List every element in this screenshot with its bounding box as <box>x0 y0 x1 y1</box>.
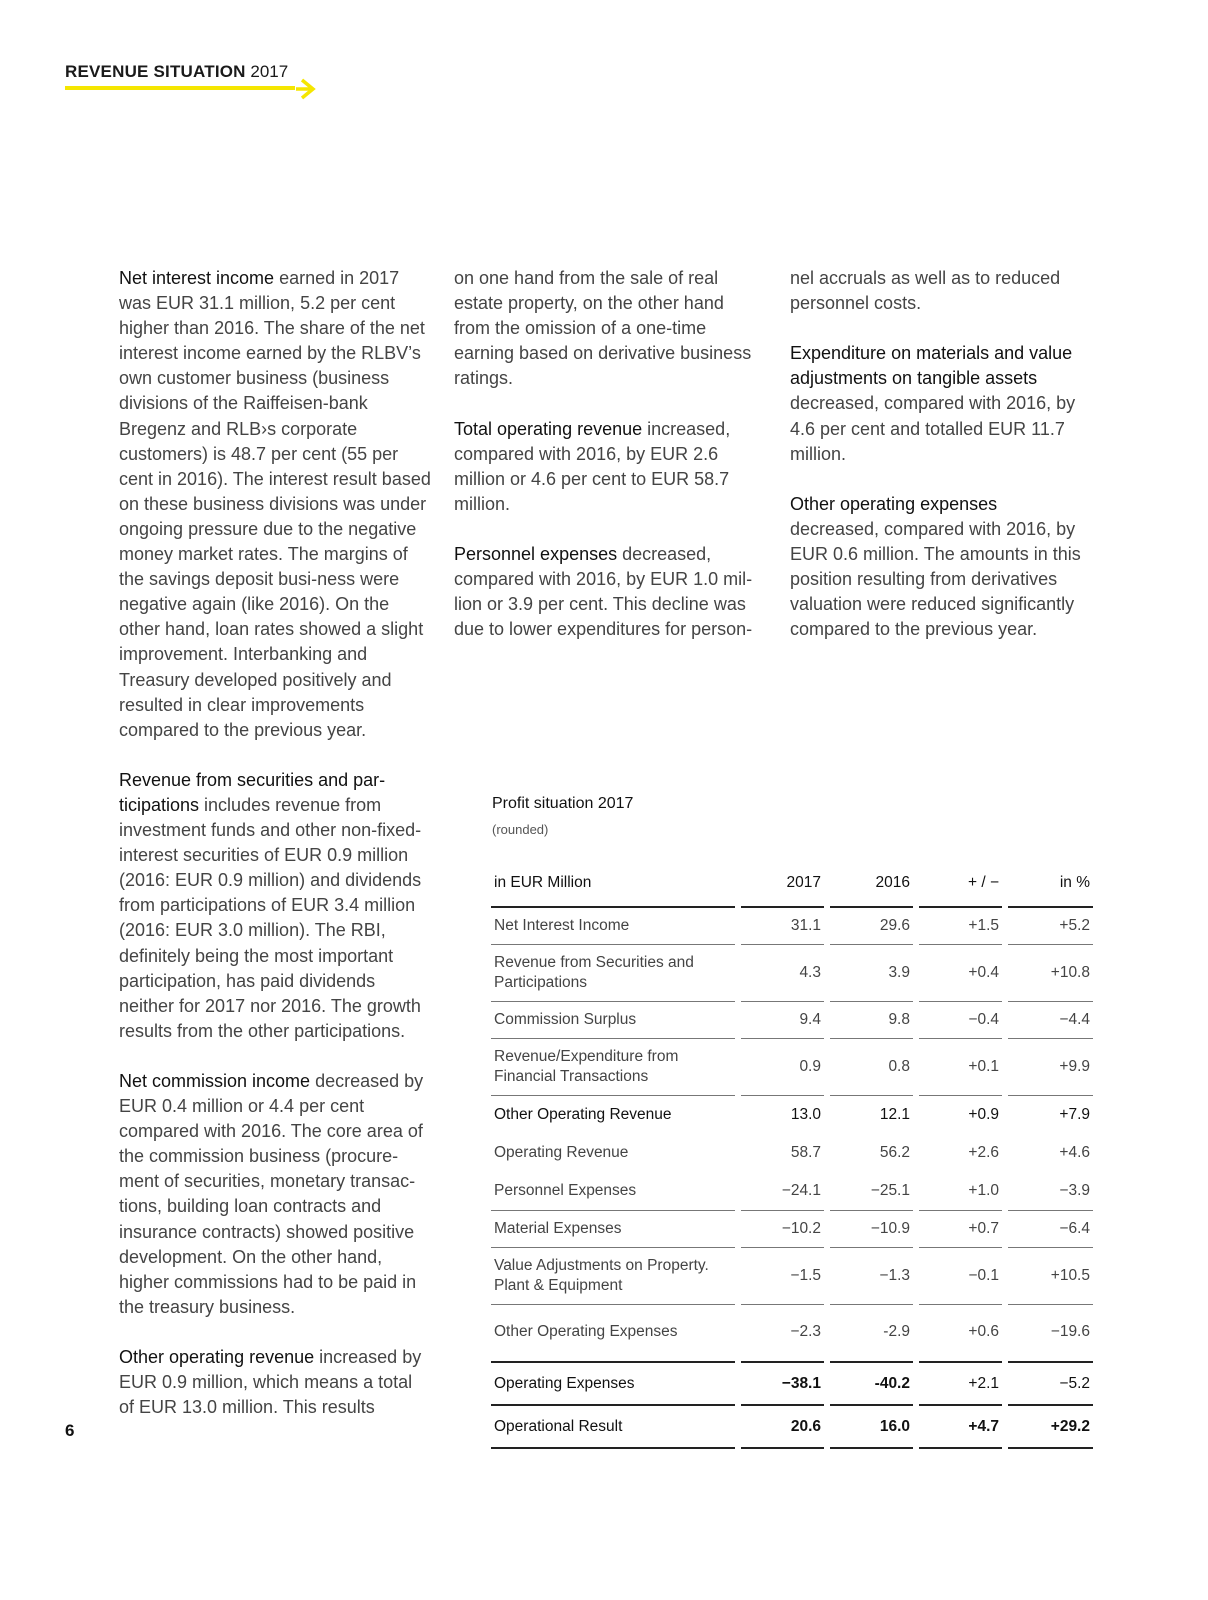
paragraph: Other operating expenses decreased, compared with 2016, by EUR 0.6 million. The amounts in this position resulting from derivatives valuation were reduced significantly compared to the previous year. <box>790 492 1095 643</box>
text-column-3 <box>790 266 1095 668</box>
lead-term: Net commission income <box>119 1071 311 1091</box>
table-row <box>491 1039 1093 1096</box>
page-number: 6 <box>65 1421 75 1440</box>
column-header: in EUR Million <box>491 860 735 908</box>
paragraph: Net commission income decreased by EUR 0.4 million or 4.4 per cent compared with 2016. The core area of the commission business (procure-ment of securities, monetary transac-tions, building loan contracts and insurance contracts) showed positive development. On the other hand, higher commissions had to be paid in the treasury business. <box>119 1071 424 1317</box>
table-cell: −0.4 <box>919 1002 1002 1039</box>
table-cell: −24.1 <box>741 1172 824 1211</box>
table-cell: 58.7 <box>790 1144 821 1161</box>
table-cell: 9.8 <box>830 1002 913 1039</box>
table-cell: 4.3 <box>741 945 824 1002</box>
table-cell: 0.8 <box>830 1039 913 1096</box>
table-cell: +0.4 <box>919 945 1002 1002</box>
table-cell: −38.1 <box>741 1363 824 1406</box>
table-cell: +10.8 <box>1008 945 1093 1002</box>
row-label: Net Interest Income <box>491 908 735 945</box>
table-cell: 3.9 <box>830 945 913 1002</box>
table-subtitle: (rounded) <box>492 822 549 837</box>
table-cell: +2.1 <box>919 1363 1002 1406</box>
table-cell: 56.2 <box>879 1144 910 1161</box>
row-label: Other Operating Revenue <box>494 1106 672 1123</box>
row-label: Commission Surplus <box>491 1002 735 1039</box>
row-label: Material Expenses <box>491 1211 735 1248</box>
table-cell: −0.1 <box>919 1248 1002 1305</box>
row-label: Revenue/Expenditure from Financial Transactions <box>491 1039 735 1096</box>
paragraph: Net interest income earned in 2017 was EUR 31.1 million, 5.2 per cent higher than 2016. The share of the net interest income earned by the RLBV’s own customer business (business divisions of the Raiffeisen-bank Bregenz and RLB›s corporate customers) is 48.7 per cent (55 per cent in 2016). The interest result based on these business divisions was under ongoing pressure due to the negative money market rates. The margins of the savings deposit busi-ness were negative again (like 2016). On the other hand, loan rates showed a slight improvement. Interbanking and Treasury developed positively and resulted in clear improvements compared to the previous year. <box>119 268 431 740</box>
table-cell: −1.5 <box>741 1248 824 1305</box>
table-cell: −3.9 <box>1008 1172 1093 1211</box>
lead-term: Other operating revenue <box>119 1347 315 1368</box>
table-row <box>491 1305 1093 1363</box>
table-cell: −6.4 <box>1008 1211 1093 1248</box>
paragraph: on one hand from the sale of real estate property, on the other hand from the omission of a one-time earning based on derivative business ratings. <box>454 268 752 389</box>
column-header: in % <box>1008 860 1093 908</box>
paragraph: Other operating revenue increased by EUR 0.9 million, which means a total of EUR 13.0 million. This results <box>119 1347 422 1418</box>
table-cell: +9.9 <box>1008 1039 1093 1096</box>
table-title: Profit situation 2017 <box>492 795 634 812</box>
table-cell: 16.0 <box>830 1406 913 1449</box>
table-cell: −25.1 <box>830 1172 913 1211</box>
table-row <box>491 1363 1093 1406</box>
arrow-right-icon <box>296 76 322 102</box>
table-cell: −10.2 <box>741 1211 824 1248</box>
table-row <box>491 1134 1093 1172</box>
paragraph: Total operating revenue increased, compared with 2016, by EUR 2.6 million or 4.6 per cent to EUR 58.7 million. <box>454 418 731 514</box>
table-row <box>491 945 1093 1002</box>
table-cell: −1.3 <box>830 1248 913 1305</box>
table-cell: +1.5 <box>919 908 1002 945</box>
row-label: Value Adjustments on Property. Plant & Equipment <box>491 1248 735 1305</box>
column-header: 2017 <box>741 860 824 908</box>
row-label: Revenue from Securities and Participations <box>491 945 735 1002</box>
table-cell: 20.6 <box>741 1406 824 1449</box>
column-header: 2016 <box>830 860 913 908</box>
table-cell: −19.6 <box>1008 1305 1093 1363</box>
section-title: REVENUE SITUATION <box>65 62 246 81</box>
table-cell: −5.2 <box>1008 1363 1093 1406</box>
lead-term: Personnel expenses <box>454 544 618 565</box>
table-cell: 13.0 <box>790 1106 821 1123</box>
lead-term: Net interest income <box>119 268 275 288</box>
table-cell: 12.1 <box>879 1106 910 1123</box>
table-cell: +29.2 <box>1008 1406 1093 1449</box>
paragraph: Expenditure on materials and value adjustments on tangible assets decreased, compared with 2016, by 4.6 per cent and totalled EUR 11.7 million. <box>790 341 1095 466</box>
lead-term: Revenue from securities and par-ticipations <box>119 769 386 815</box>
table-cell: +4.6 <box>1059 1144 1090 1161</box>
row-label: Operating Revenue <box>494 1144 629 1161</box>
table-row <box>491 1211 1093 1248</box>
lead-term: Total operating revenue <box>454 418 643 439</box>
row-label: Operational Result <box>491 1406 735 1449</box>
table-row <box>491 1172 1093 1211</box>
section-header <box>65 62 288 82</box>
table-cell: +0.1 <box>919 1039 1002 1096</box>
table-cell: 29.6 <box>830 908 913 945</box>
table-row <box>491 1096 1093 1134</box>
table-cell: +4.7 <box>919 1406 1002 1449</box>
table-cell: −2.3 <box>741 1305 824 1363</box>
table-cell: +0.7 <box>919 1211 1002 1248</box>
row-label: Operating Expenses <box>491 1363 735 1406</box>
text-column-1 <box>119 266 431 1445</box>
table-cell: +10.5 <box>1008 1248 1093 1305</box>
row-label: Personnel Expenses <box>491 1172 735 1211</box>
table-cell: +2.6 <box>968 1144 999 1161</box>
table-cell: 9.4 <box>741 1002 824 1039</box>
table-cell: 0.9 <box>741 1039 824 1096</box>
table-row <box>491 1406 1093 1449</box>
table-cell: −4.4 <box>1008 1002 1093 1039</box>
table-row <box>491 1248 1093 1305</box>
profit-table <box>491 860 1093 1449</box>
column-header: + / − <box>919 860 1002 908</box>
table-cell: -40.2 <box>830 1363 913 1406</box>
row-label: Other Operating Expenses <box>491 1305 735 1363</box>
table-row <box>491 908 1093 945</box>
table-row <box>491 1002 1093 1039</box>
paragraph: Revenue from securities and par-ticipations includes revenue from investment funds and other non-fixed-interest securities of EUR 0.9 million (2016: EUR 0.9 million) and dividends from participations of EUR 3.4 million (2016: EUR 3.0 million). The RBI, definitely being the most important participation, has paid dividends neither for 2017 nor 2016. The growth results from the other participations. <box>119 769 422 1041</box>
paragraph: Personnel expenses decreased, compared with 2016, by EUR 1.0 mil-lion or 3.9 per cent. This decline was due to lower expenditures for person- <box>454 544 753 640</box>
table-cell: +5.2 <box>1008 908 1093 945</box>
header-underline <box>65 86 295 90</box>
table-cell: 31.1 <box>741 908 824 945</box>
table-cell: +0.6 <box>919 1305 1002 1363</box>
table-cell: +0.9 <box>968 1106 999 1123</box>
text-column-2 <box>454 266 764 668</box>
lead-term: Other operating expenses <box>790 493 998 514</box>
table-cell: −10.9 <box>830 1211 913 1248</box>
table-cell: +1.0 <box>919 1172 1002 1211</box>
section-year: 2017 <box>250 62 289 81</box>
table-cell: -2.9 <box>830 1305 913 1363</box>
table-cell: +7.9 <box>1059 1106 1090 1123</box>
paragraph: nel accruals as well as to reduced personnel costs. <box>790 268 1061 314</box>
lead-term: Expenditure on materials and value adjustments on tangible assets <box>790 343 1073 389</box>
